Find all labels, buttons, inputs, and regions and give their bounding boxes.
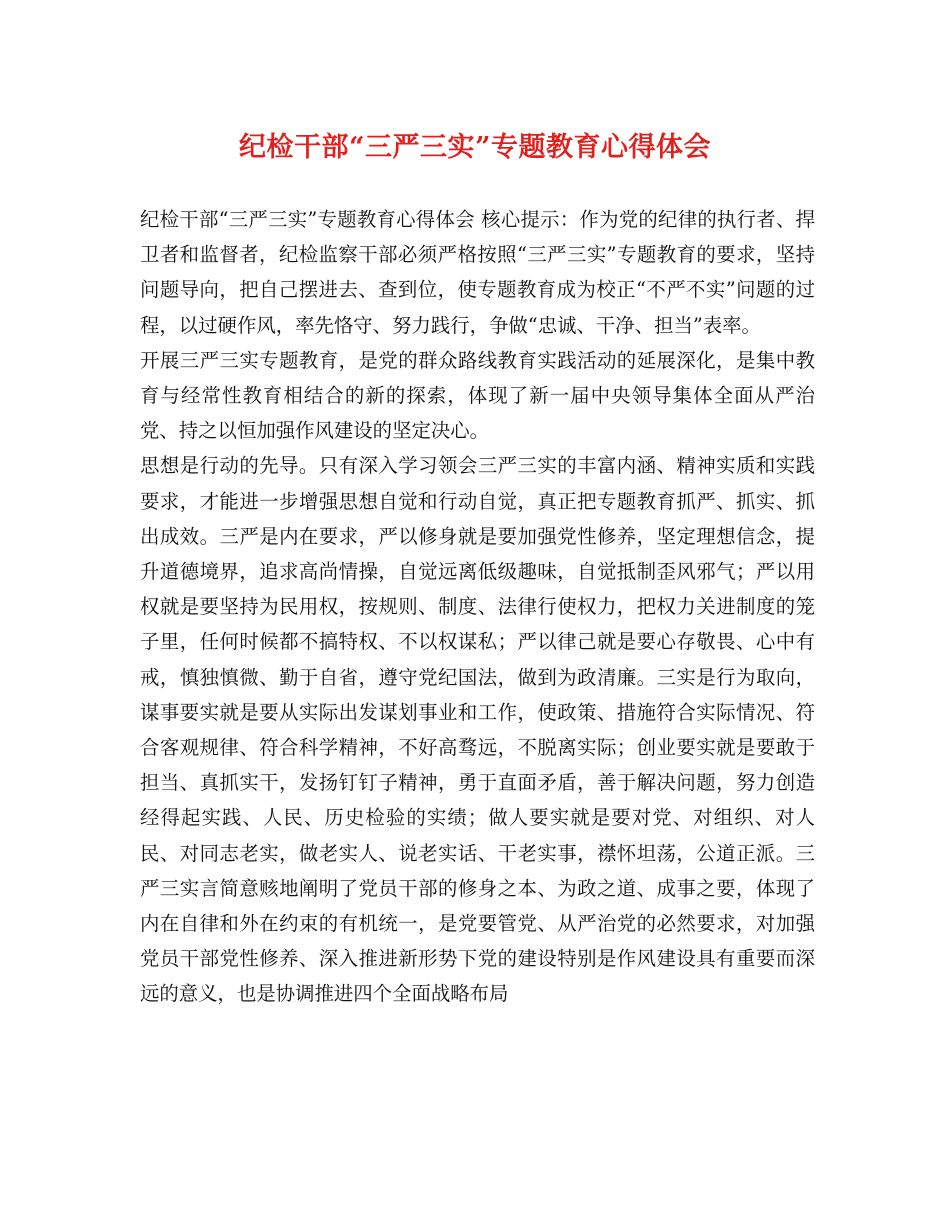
document-title: 纪检干部“三严三实”专题教育心得体会: [238, 132, 712, 163]
paragraph-core-tip: 纪检干部“三严三实”专题教育心得体会 核心提示：作为党的纪律的执行者、捍卫者和监督者，纪检监察干部必须严格按照“三严三实”专题教育的要求，坚持问题导向，把自己摆进去、查到位，使专题教育成为校正“不严不实”问题的过程，以过硬作风，率先恪守、努力践行，争做“忠诚、干净、担当”表率。: [140, 208, 815, 337]
document-body: [140, 202, 815, 1012]
paragraph-intro: 开展三严三实专题教育，是党的群众路线教育实践活动的延展深化，是集中教育与经常性教育相结合的新的探索，体现了新一届中央领导集体全面从严治党、持之以恒加强作风建设的坚定决心。: [140, 348, 815, 443]
paragraph-main: 思想是行动的先导。只有深入学习领会三严三实的丰富内涵、精神实质和实践要求，才能进一步增强思想自觉和行动自觉，真正把专题教育抓严、抓实、抓出成效。三严是内在要求，严以修身就是要加强党性修养，坚定理想信念，提升道德境界，追求高尚情操，自觉远离低级趣味，自觉抵制歪风邪气；严以用权就是要坚持为民用权，按规则、制度、法律行使权力，把权力关进制度的笼子里，任何时候都不搞特权、不以权谋私；严以律己就是要心存敬畏、心中有戒，慎独慎微、勤于自省，遵守党纪国法，做到为政清廉。三实是行为取向，谋事要实就是要从实际出发谋划事业和工作，使政策、措施符合实际情况、符合客观规律、符合科学精神，不好高骛远，不脱离实际；创业要实就是要敢于担当、真抓实干，发扬钉钉子精神，勇于直面矛盾，善于解决问题，努力创造经得起实践、人民、历史检验的实绩；做人要实就是要对党、对组织、对人民、对同志老实，做老实人、说老实话、干老实事，襟怀坦荡，公道正派。三严三实言简意赅地阐明了党员干部的修身之本、为政之道、成事之要，体现了内在自律和外在约束的有机统一，是党要管党、从严治党的必然要求，对加强党员干部党性修养、深入推进新形势下党的建设特别是作风建设具有重要而深远的意义，也是协调推进四个全面战略布局: [140, 454, 815, 1006]
